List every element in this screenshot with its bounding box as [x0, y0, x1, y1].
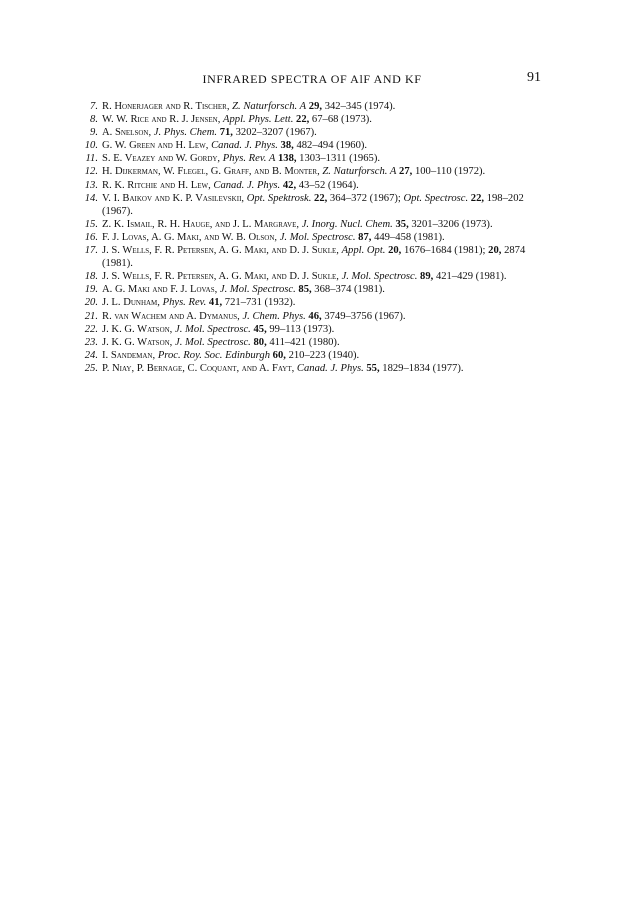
- reference-volume: 27,: [399, 166, 413, 178]
- reference-item: [84, 244, 548, 270]
- reference-number: 24.: [84, 349, 98, 361]
- reference-item: [85, 152, 548, 165]
- reference-number: 20.: [84, 297, 98, 309]
- reference-volume: 89,: [420, 271, 434, 283]
- reference-pages: 421–429 (1981).: [435, 271, 507, 283]
- reference-volume: 60,: [272, 349, 286, 361]
- reference-pages: 1829–1834 (1977).: [382, 362, 464, 374]
- reference-text: [102, 166, 485, 177]
- reference-pages: 43–52 (1964).: [298, 179, 359, 191]
- reference-text: [102, 114, 372, 125]
- reference-journal: Canad. J. Phys.: [213, 179, 281, 191]
- reference-number: 14.: [84, 192, 98, 204]
- reference-pages: 1303–1311 (1965).: [299, 153, 380, 165]
- reference-authors: I. Sandeman,: [102, 349, 156, 361]
- reference-pages: 3749–3756 (1967).: [324, 310, 406, 322]
- reference-item: [84, 296, 548, 309]
- reference-pages: 449–458 (1981).: [374, 231, 445, 243]
- reference-item: [84, 192, 548, 218]
- reference-item: [84, 165, 548, 178]
- reference-volume: 20,: [388, 245, 402, 257]
- reference-volume: 138,: [277, 153, 297, 165]
- reference-volume: 46,: [308, 310, 322, 322]
- reference-item: [84, 362, 548, 375]
- reference-text: [102, 284, 385, 295]
- reference-item: [88, 100, 548, 113]
- reference-journal: Phys. Rev. A: [222, 153, 276, 165]
- reference-number: 12.: [84, 166, 98, 178]
- reference-item: [84, 283, 548, 296]
- reference-number: 16.: [84, 231, 98, 243]
- page-header: [0, 70, 624, 90]
- reference-text: [102, 271, 507, 282]
- reference-volume: 22,: [296, 114, 310, 126]
- reference-pages: 364–372 (1967);: [329, 192, 401, 204]
- reference-item: [88, 126, 548, 139]
- reference-journal: Proc. Roy. Soc. Edinburgh: [157, 349, 271, 361]
- reference-authors: S. E. Veazey and W. Gordy,: [102, 153, 221, 165]
- reference-authors: H. Dijkerman, W. Flegel, G. Graff, and B. Monter,: [102, 166, 320, 178]
- reference-journal: J. Chem. Phys.: [242, 310, 306, 322]
- reference-list: [84, 100, 548, 375]
- reference-volume: 29,: [308, 101, 323, 112]
- reference-pages: 210–223 (1940).: [288, 349, 360, 361]
- reference-volume: 22,: [314, 192, 328, 204]
- reference-text: [102, 140, 367, 151]
- reference-pages: 3201–3206 (1973).: [411, 218, 493, 230]
- reference-pages: 99–113 (1973).: [269, 323, 335, 335]
- reference-authors: V. I. Baikov and K. P. Vasilevskii,: [102, 192, 245, 204]
- reference-item: [84, 310, 548, 323]
- reference-number: 18.: [84, 271, 98, 283]
- reference-authors: J. K. G. Watson,: [102, 336, 173, 348]
- reference-pages: 67–68 (1973).: [311, 114, 372, 126]
- reference-pages: 721–731 (1932).: [224, 297, 296, 309]
- reference-pages: 368–374 (1981).: [314, 284, 385, 296]
- reference-journal: J. Inorg. Nucl. Chem.: [301, 218, 393, 230]
- running-title: INFRARED SPECTRA OF AlF AND KF: [202, 72, 422, 86]
- reference-authors: G. W. Green and H. Lew,: [102, 140, 209, 152]
- reference-journal: Z. Naturforsch. A: [322, 166, 397, 178]
- reference-authors: Z. K. Ismail, R. H. Hauge, and J. L. Margrave,: [102, 218, 300, 230]
- reference-authors: F. J. Lovas, A. G. Maki, and W. B. Olson,: [102, 231, 278, 243]
- reference-authors: A. Snelson,: [102, 127, 152, 139]
- reference-volume: 85,: [298, 284, 312, 296]
- reference-pages: 1676–1684 (1981);: [403, 245, 486, 257]
- reference-pages-2: 2874 (1981).: [102, 245, 526, 270]
- reference-item: [84, 218, 548, 231]
- reference-text: [102, 127, 317, 138]
- reference-journal-2: Opt. Spectrosc.: [403, 192, 469, 204]
- reference-authors: P. Niay, P. Bernage, C. Coquant, and A. Fayt,: [102, 362, 295, 374]
- reference-number: 19.: [84, 284, 98, 296]
- reference-text: [102, 153, 380, 164]
- reference-volume: 42,: [282, 179, 297, 191]
- reference-journal: Canad. J. Phys.: [296, 362, 364, 374]
- reference-authors: W. W. Rice and R. J. Jensen,: [102, 114, 221, 126]
- reference-item: [84, 139, 548, 152]
- reference-pages: 3202–3207 (1967).: [235, 127, 317, 139]
- reference-volume: 45,: [253, 323, 267, 335]
- reference-pages: 482–494 (1960).: [296, 140, 368, 152]
- reference-authors: R. van Wachem and A. Dymanus,: [102, 310, 240, 322]
- reference-number: 17.: [84, 245, 98, 257]
- reference-journal: J. Mol. Spectrosc.: [219, 284, 296, 296]
- reference-text: [102, 350, 359, 361]
- reference-volume-2: 20,: [488, 245, 502, 257]
- reference-journal: Appl. Phys. Lett.: [223, 114, 294, 126]
- reference-journal: J. Mol. Spectrosc.: [341, 271, 418, 283]
- reference-text: [102, 324, 334, 335]
- reference-journal: Appl. Opt.: [341, 245, 386, 257]
- reference-journal: Opt. Spektrosk.: [246, 192, 312, 204]
- reference-text: [102, 101, 395, 112]
- reference-text: [102, 297, 295, 308]
- reference-item: [84, 179, 548, 192]
- reference-volume: 55,: [366, 362, 380, 374]
- reference-authors: J. S. Wells, F. R. Petersen, A. G. Maki, and D. J. Sukle,: [102, 271, 339, 283]
- reference-journal: Canad. J. Phys.: [211, 140, 278, 152]
- reference-item: [84, 270, 548, 283]
- reference-text: [102, 232, 445, 243]
- reference-text: [102, 193, 524, 217]
- reference-item: [84, 336, 548, 349]
- reference-volume: 35,: [395, 218, 409, 230]
- reference-authors: J. K. G. Watson,: [102, 323, 173, 335]
- reference-volume: 87,: [358, 231, 372, 243]
- reference-item: [84, 231, 548, 244]
- reference-authors: J. L. Dunham,: [102, 297, 160, 309]
- reference-number: 9.: [90, 127, 98, 139]
- reference-volume-2: 22,: [470, 192, 485, 204]
- reference-volume: 80,: [253, 336, 267, 348]
- reference-number: 10.: [84, 140, 98, 152]
- reference-authors: R. K. Ritchie and H. Lew,: [102, 179, 211, 191]
- reference-item: [84, 349, 548, 362]
- reference-number: 21.: [84, 310, 98, 322]
- reference-number: 7.: [90, 101, 98, 112]
- reference-volume: 71,: [219, 127, 233, 139]
- reference-text: [102, 180, 359, 191]
- reference-journal: J. Phys. Chem.: [153, 127, 218, 139]
- reference-number: 22.: [84, 323, 98, 335]
- reference-number: 11.: [85, 153, 98, 165]
- reference-volume: 41,: [208, 297, 223, 309]
- reference-pages: 411–421 (1980).: [269, 336, 340, 348]
- reference-pages: 100–110 (1972).: [414, 166, 486, 178]
- reference-authors: A. G. Maki and F. J. Lovas,: [102, 284, 218, 296]
- reference-pages: 342–345 (1974).: [324, 101, 396, 112]
- reference-number: 23.: [84, 336, 98, 348]
- reference-journal: Phys. Rev.: [162, 297, 207, 309]
- reference-text: [102, 337, 340, 348]
- reference-number: 13.: [84, 179, 98, 191]
- reference-text: [102, 363, 464, 374]
- reference-text: [102, 311, 406, 322]
- reference-number: 15.: [84, 218, 98, 230]
- page-number: 91: [527, 70, 541, 85]
- reference-number: 25.: [84, 362, 98, 374]
- reference-volume: 38,: [280, 140, 294, 152]
- reference-authors: R. Honerjager and R. Tischer,: [102, 101, 230, 112]
- reference-journal: J. Mol. Spectrosc.: [279, 231, 356, 243]
- reference-number: 8.: [90, 114, 98, 126]
- reference-text: [102, 219, 493, 230]
- reference-journal: Z. Naturforsch. A: [232, 101, 307, 112]
- reference-journal: J. Mol. Spectrosc.: [175, 336, 251, 348]
- reference-text: [102, 245, 525, 269]
- reference-authors: J. S. Wells, F. R. Petersen, A. G. Maki, and D. J. Sukle,: [102, 245, 339, 257]
- reference-item: [84, 323, 548, 336]
- reference-item: [88, 113, 548, 126]
- reference-journal: J. Mol. Spectrosc.: [175, 323, 251, 335]
- reference-pages-2: 198–202 (1967).: [102, 192, 524, 217]
